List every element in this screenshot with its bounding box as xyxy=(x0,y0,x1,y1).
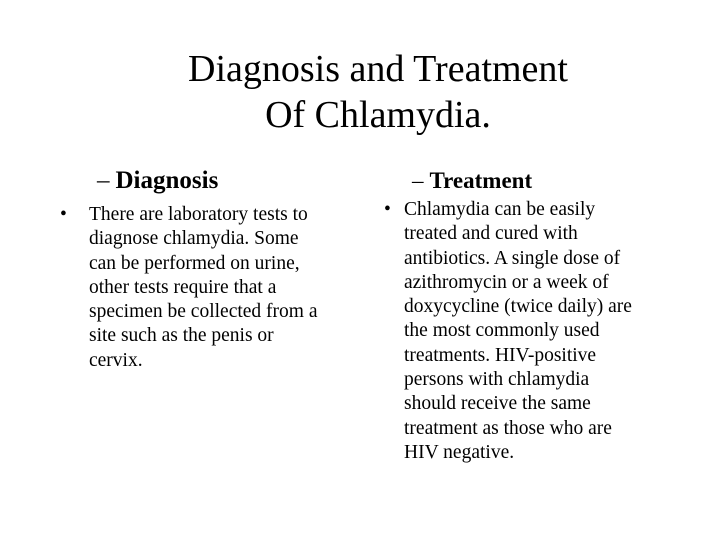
dash-marker: – xyxy=(412,168,424,193)
treatment-line: doxycycline (twice daily) are xyxy=(404,296,632,318)
treatment-line: antibiotics. A single dose of xyxy=(404,247,621,269)
treatment-line: treatment as those who are xyxy=(404,417,612,439)
treatment-line: HIV negative. xyxy=(404,441,515,463)
diagnosis-heading-text: Diagnosis xyxy=(115,167,219,194)
treatment-heading xyxy=(384,166,674,196)
diagnosis-line: can be performed on urine, xyxy=(89,252,300,274)
diagnosis-line: specimen be collected from a xyxy=(89,301,318,323)
diagnosis-line: cervix. xyxy=(89,349,143,371)
treatment-line: treated and cured with xyxy=(404,223,578,245)
bullet-icon: • xyxy=(384,199,391,220)
diagnosis-column xyxy=(60,166,360,373)
treatment-line: azithromycin or a week of xyxy=(404,271,609,293)
treatment-line: Chlamydia can be easily xyxy=(404,199,596,220)
treatment-line: the most commonly used xyxy=(404,320,600,342)
treatment-line: should receive the same xyxy=(404,393,591,415)
title-line-2: Of Chlamydia. xyxy=(265,94,491,136)
diagnosis-line: There are laboratory tests to xyxy=(89,204,308,225)
slide-title xyxy=(0,46,728,138)
treatment-heading-text: Treatment xyxy=(429,168,533,193)
treatment-bullet xyxy=(384,198,674,465)
treatment-line: persons with chlamydia xyxy=(404,369,590,391)
diagnosis-line: diagnose chlamydia. Some xyxy=(89,228,299,250)
bullet-icon: • xyxy=(60,204,67,225)
dash-marker: – xyxy=(97,167,110,194)
treatment-line: treatments. HIV-positive xyxy=(404,344,597,366)
diagnosis-line: site such as the penis or xyxy=(89,325,274,347)
treatment-column xyxy=(384,166,674,465)
diagnosis-heading xyxy=(60,166,360,196)
diagnosis-line: other tests require that a xyxy=(89,276,277,298)
title-line-1: Diagnosis and Treatment xyxy=(188,48,568,90)
diagnosis-bullet xyxy=(60,203,360,373)
